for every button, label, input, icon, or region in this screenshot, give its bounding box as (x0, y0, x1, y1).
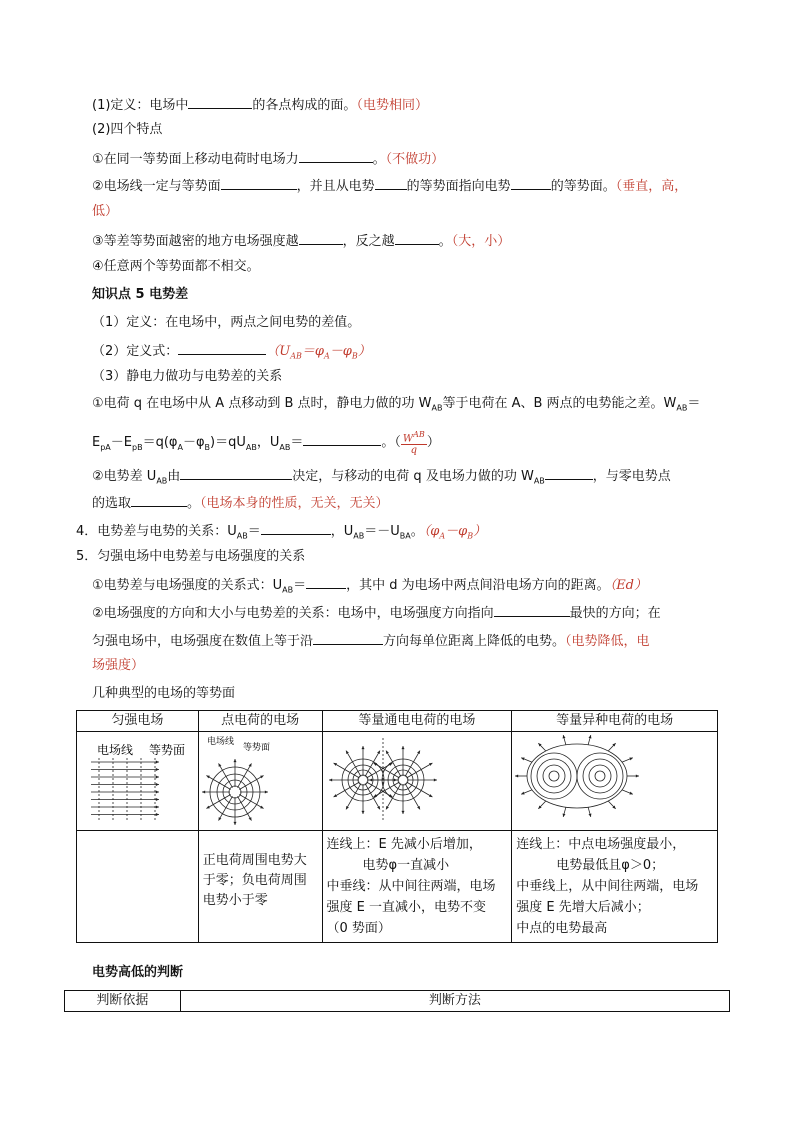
header-cell: 点电荷的电场 (198, 711, 322, 732)
equipotential-circle (398, 775, 408, 785)
field-line (406, 763, 432, 778)
equipotential-circle (358, 775, 368, 785)
arrow-head (202, 790, 205, 793)
text: （2）定义式： (92, 344, 179, 359)
desc-cell-point (198, 831, 322, 943)
text: ①在同一等势面上移动电荷时电场力 (92, 152, 299, 167)
line-udiff-1 (92, 465, 671, 492)
sup: AB (413, 430, 425, 439)
field-line (386, 751, 401, 777)
field-line (406, 782, 432, 797)
table-title (92, 684, 235, 704)
line-work-1 (92, 394, 700, 419)
text: ＝ (290, 435, 304, 451)
sub: A (439, 531, 446, 541)
unlike-charges-figure-cell (512, 732, 718, 831)
blank[interactable] (313, 630, 383, 645)
line-work-2 (92, 429, 440, 458)
text: ①电势差与电场强度的关系式：U (92, 578, 283, 593)
sub: AB (290, 351, 302, 361)
text: ，并且从电势 (296, 179, 375, 194)
arrow-head (329, 778, 332, 781)
arrow-head (156, 798, 159, 801)
sub: A (324, 351, 330, 361)
text: （1）定义：在电场中，两点之间电势的差值。 (92, 315, 361, 330)
text: 方向每单位距离上降低的电势。 (383, 634, 566, 649)
label-equipotential: 等势面 (242, 743, 270, 753)
line-e-3 (92, 630, 650, 652)
desc-line: 强度 E 一直减小，电势不变 (326, 900, 486, 915)
blank[interactable] (131, 492, 187, 507)
equipotential-circle (589, 765, 611, 787)
like-charges-figure (323, 732, 511, 826)
numerator: W (402, 433, 414, 445)
answer-text: －φ (445, 524, 468, 539)
sub: AB (533, 476, 545, 486)
text: ＝q(φ (142, 435, 178, 451)
desc-line: 电势φ一直减小 (362, 858, 450, 873)
denominator: q (410, 445, 418, 457)
blank[interactable] (303, 431, 381, 446)
text: ，U (256, 435, 280, 451)
text: ＝ (247, 524, 261, 539)
answer: （电势降低，电 (565, 634, 650, 649)
answer-text: －φ (329, 344, 352, 359)
desc-text (512, 831, 717, 942)
line-e-4 (92, 656, 144, 676)
line-item-4 (76, 520, 486, 547)
header-cell: 匀强电场 (77, 711, 199, 732)
blank[interactable] (188, 94, 252, 109)
text: ③等差等势面越密的地方电场强度越 (92, 234, 299, 249)
point-charge-figure-cell (198, 732, 322, 831)
equipotential-circle (583, 759, 617, 793)
desc-line: 电势最低且φ＞0； (556, 858, 665, 873)
arrow-head (233, 759, 236, 762)
sub: AB (353, 531, 365, 541)
text: 的各点构成的面。 (252, 98, 357, 113)
answer-text: ） (357, 344, 371, 359)
desc-line: 中点的电势最高 (516, 921, 608, 936)
text: E (92, 435, 101, 451)
header-cell: 判断依据 (65, 991, 181, 1012)
line-work-relation (92, 367, 282, 387)
text: ②电场线一定与等势面 (92, 179, 221, 194)
equipotential-circle (537, 759, 571, 793)
blank[interactable] (180, 465, 292, 480)
sub: AB (245, 442, 257, 452)
text: 由 (167, 469, 181, 484)
desc-line: 连线上：中点电场强度最小， (516, 837, 686, 852)
blank[interactable] (178, 340, 266, 355)
uniform-field-figure-cell (77, 732, 199, 831)
text: ＝ (293, 578, 307, 593)
text: 等于电荷在 A、B 两点的电势能之差。W (442, 396, 677, 411)
text: 的选取 (92, 496, 132, 511)
heading: 电势高低的判断 (92, 965, 184, 980)
text: －E (110, 435, 132, 451)
equipotential-circle (543, 765, 565, 787)
text: ④任意两个等势面都不相交。 (92, 259, 260, 274)
judge-table (64, 990, 730, 1012)
answer-text: （U (266, 344, 291, 359)
label-equipotential: 等势面 (149, 743, 186, 757)
arrow-head (156, 813, 159, 816)
line-definition (92, 94, 428, 116)
answer: （电场本身的性质，无关，无关） (200, 496, 389, 511)
equipotential-circle (595, 771, 605, 781)
table-figure-row (77, 732, 718, 831)
arrow-head (361, 811, 364, 814)
point-charge-drawing (202, 759, 268, 825)
equipotential-table (76, 710, 718, 943)
text: 。 (372, 152, 386, 167)
field-line (365, 783, 380, 809)
line-feature-4 (92, 257, 260, 277)
arrow-head (156, 775, 159, 778)
arrow-head (401, 746, 404, 749)
sub: BA (399, 531, 411, 541)
text: 决定，与移动的电荷 q 及电场力做的功 W (292, 469, 534, 484)
text: ②电场强度的方向和大小与电势差的关系：电场中，电场强度方向指向 (92, 606, 494, 621)
text: 。 (438, 234, 452, 249)
like-charges-figure-cell (322, 732, 512, 831)
uniform-field-figure (77, 732, 197, 826)
text: 匀强电场中，电场强度在数值上等于沿 (92, 634, 314, 649)
text: 。（ (381, 435, 401, 451)
blank[interactable] (545, 465, 593, 480)
desc-line: （0 势面） (326, 921, 391, 936)
header-cell: 判断方法 (180, 991, 729, 1012)
knowledge-point-5 (92, 285, 188, 305)
line-e-2 (92, 602, 661, 624)
sub: B (204, 442, 211, 452)
blank[interactable] (261, 520, 331, 535)
blank[interactable] (511, 175, 551, 190)
table-desc-row (77, 831, 718, 943)
answer: （大，小） (451, 234, 511, 249)
desc-line: 中垂线上，从中间往两端，电场 (516, 879, 699, 894)
desc-line: 连线上：E 先减小后增加， (326, 837, 482, 852)
sub: AB (431, 403, 443, 413)
text: 的等势面。 (550, 179, 616, 194)
sub: pB (132, 442, 143, 452)
blank[interactable] (494, 602, 570, 617)
sub: B (467, 531, 474, 541)
arrow-head (433, 778, 436, 781)
sub: AB (156, 476, 168, 486)
line-feature-2 (92, 175, 687, 197)
text: ＝－U (364, 524, 400, 539)
answer-text: ） (473, 524, 487, 539)
blank[interactable] (395, 230, 439, 245)
field-line (346, 751, 361, 777)
text: )＝qU (210, 435, 246, 451)
arrow-head (361, 746, 364, 749)
field-lines (91, 758, 159, 820)
arrow-head (156, 768, 159, 771)
field-line (333, 782, 359, 797)
arrow-head (156, 783, 159, 786)
blank[interactable] (299, 230, 343, 245)
answer: （垂直，高， (615, 179, 688, 194)
arrow-head (156, 805, 159, 808)
line-diff-definition (92, 313, 360, 333)
arrow-head (515, 774, 518, 777)
equipotential-circle (229, 786, 241, 798)
arrow-head (636, 774, 639, 777)
line-four-features (92, 120, 162, 140)
answer (424, 524, 486, 539)
arrow-head (265, 790, 268, 793)
answer: （Ed） (609, 578, 647, 593)
line-diff-formula (92, 340, 371, 367)
blank[interactable] (221, 175, 297, 190)
text: (1)定义：电场中 (92, 98, 189, 113)
field-line (405, 751, 420, 777)
answer-text: （φ (423, 524, 440, 539)
text: 几种典型的电场的等势面 (92, 686, 236, 701)
equipotential-circle (549, 771, 559, 781)
text: ，U (330, 524, 354, 539)
header-cell: 等量通电电荷的电场 (322, 711, 512, 732)
arrow-head (233, 822, 236, 825)
desc-text: 正电荷周围电势大于零；负电荷周围电势小于零 (202, 853, 307, 908)
desc-cell-like (322, 831, 512, 943)
desc-cell-uniform (77, 831, 199, 943)
arrow-head (401, 811, 404, 814)
text: －φ (182, 435, 205, 451)
desc-line: 强度 E 先增大后减小； (516, 900, 650, 915)
point-charge-figure (199, 732, 321, 826)
arrow-head (369, 778, 372, 781)
line-udiff-2 (92, 492, 389, 514)
like-charges-drawing (329, 738, 437, 822)
line-feature-3 (92, 230, 510, 252)
label-field-line: 电场线 (206, 737, 234, 747)
sub: pA (100, 442, 111, 452)
blank[interactable] (375, 175, 407, 190)
sub: B (351, 351, 358, 361)
judge-header-row (65, 991, 730, 1012)
line-feature-2-cont (92, 202, 118, 222)
field-line (346, 783, 361, 809)
text: 最快的方向；在 (569, 606, 661, 621)
text: ） (426, 435, 440, 451)
text: ②电势差 U (92, 469, 157, 484)
answer: （不做功） (385, 152, 445, 167)
text: ，其中 d 为电场中两点间沿电场方向的距离。 (346, 578, 610, 593)
unlike-charges-figure (512, 732, 716, 826)
judge-title (92, 963, 183, 983)
line-item-5 (76, 547, 305, 567)
header-cell: 等量异种电荷的电场 (512, 711, 718, 732)
sub: AB (676, 403, 688, 413)
text: (2)四个特点 (92, 122, 163, 137)
sub: AB (279, 442, 291, 452)
answer: 场强度） (92, 658, 145, 673)
field-line (386, 783, 401, 809)
field-line (405, 783, 420, 809)
desc-line: 中垂线：从中间往两端，电场 (326, 879, 496, 894)
text: （3）静电力做功与电势差的关系 (92, 369, 283, 384)
unlike-charges-drawing (515, 735, 639, 817)
text: 4．电势差与电势的关系：U (76, 524, 237, 539)
blank[interactable] (299, 148, 373, 163)
heading: 知识点 5 电势差 (92, 287, 189, 302)
equipotential-circle (577, 753, 623, 799)
text: 的等势面指向电势 (406, 179, 511, 194)
arrow-head (156, 760, 159, 763)
desc-text (323, 831, 512, 942)
answer: 低） (92, 204, 119, 219)
answer-fraction (401, 429, 427, 456)
text: 5．匀强电场中电势差与电场强度的关系 (76, 549, 306, 564)
field-line (333, 763, 359, 778)
field-line (365, 751, 380, 777)
answer: （电势相同） (356, 98, 428, 113)
table-header-row (77, 711, 718, 732)
text: ，反之越 (342, 234, 395, 249)
answer-text: ＝φ (301, 344, 325, 359)
sub: AB (236, 531, 248, 541)
blank[interactable] (306, 574, 346, 589)
label-field-line: 电场线 (97, 743, 134, 757)
desc-cell-unlike (512, 831, 718, 943)
text: 。 (187, 496, 201, 511)
equipotential-circle (531, 753, 577, 799)
text: ＝ (687, 396, 701, 411)
text: 。 (410, 524, 424, 539)
sub: A (177, 442, 183, 452)
sub: AB (282, 585, 294, 595)
line-e-1 (92, 574, 647, 601)
text: ①电荷 q 在电场中从 A 点移动到 B 点时，静电力做的功 W (92, 396, 432, 411)
answer (266, 344, 371, 359)
line-feature-1 (92, 148, 444, 170)
text: ，与零电势点 (592, 469, 671, 484)
arrow-head (156, 790, 159, 793)
